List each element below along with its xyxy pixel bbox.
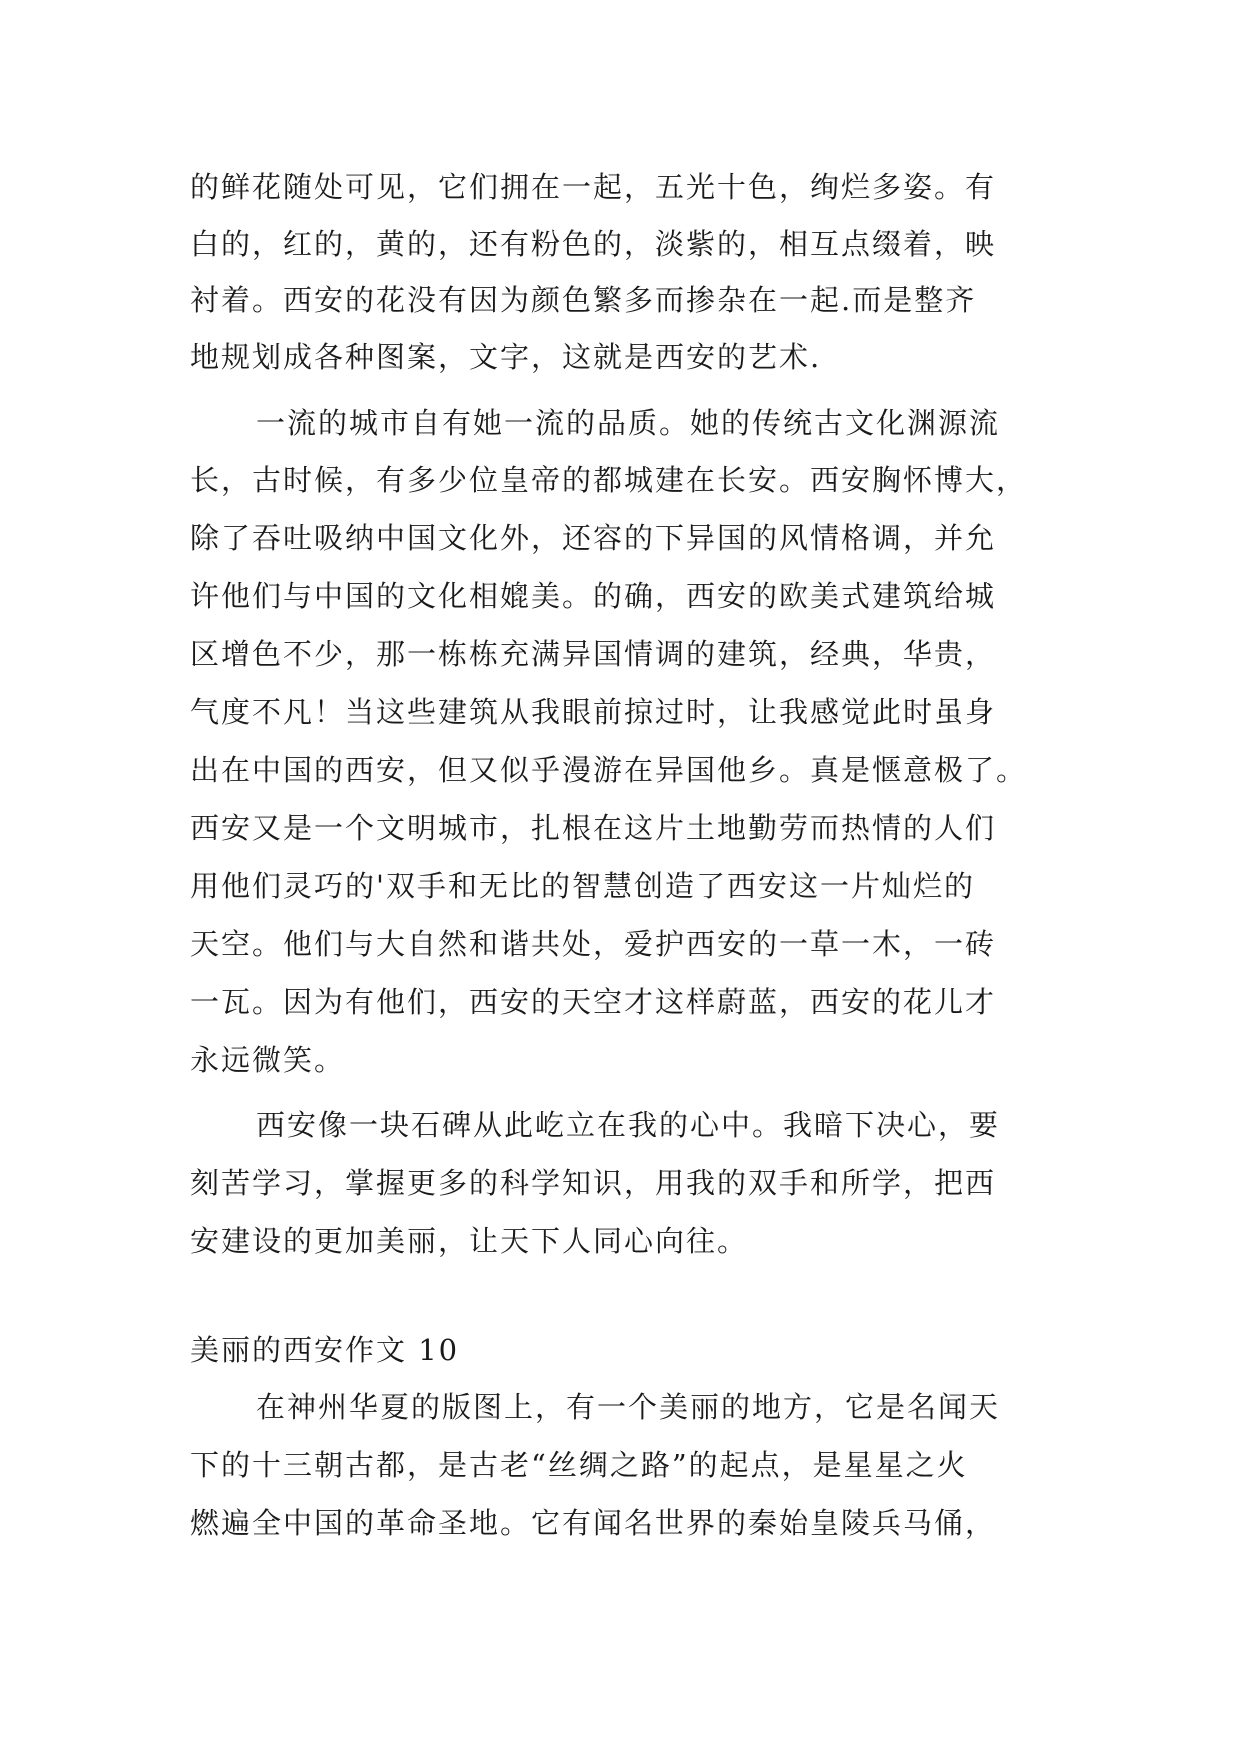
section-heading: 美丽的西安作文 10 [190,1333,460,1367]
paragraph-line: 出在中国的西安，但又似乎漫游在异国他乡。真是惬意极了。 [190,753,1028,787]
paragraph-line: 燃遍全中国的革命圣地。它有闻名世界的秦始皇陵兵马俑， [190,1506,997,1540]
paragraph-line: 区增色不少，那一栋栋充满异国情调的建筑，经典，华贵， [190,637,997,671]
paragraph-line: 除了吞吐吸纳中国文化外，还容的下异国的风情格调，并允 [190,521,997,555]
paragraph-line: 衬着。西安的花没有因为颜色繁多而掺杂在一起.而是整齐 [190,283,977,317]
paragraph-line: 永远微笑。 [190,1043,346,1077]
paragraph-line: 白的，红的，黄的，还有粉色的，淡紫的，相互点缀着，映 [190,227,997,261]
paragraph-line: 下的十三朝古都，是古老“丝绸之路”的起点，是星星之火 [190,1448,968,1482]
paragraph-line: 西安像一块石碑从此屹立在我的心中。我暗下决心，要 [256,1108,1001,1142]
paragraph-line: 的鲜花随处可见，它们拥在一起，五光十色，绚烂多姿。有 [190,170,997,204]
paragraph-line: 地规划成各种图案，文字，这就是西安的艺术. [190,340,822,374]
paragraph-line: 一瓦。因为有他们，西安的天空才这样蔚蓝，西安的花儿才 [190,985,997,1019]
paragraph-line: 西安又是一个文明城市，扎根在这片土地勤劳而热情的人们 [190,811,997,845]
paragraph-line: 用他们灵巧的'双手和无比的智慧创造了西安这一片灿烂的 [190,869,975,903]
paragraph-line: 安建设的更加美丽，让天下人同心向往。 [190,1224,749,1258]
paragraph-line: 刻苦学习，掌握更多的科学知识，用我的双手和所学，把西 [190,1166,997,1200]
paragraph-line: 天空。他们与大自然和谐共处，爱护西安的一草一木，一砖 [190,927,997,961]
paragraph-line: 长，古时候，有多少位皇帝的都城建在长安。西安胸怀博大， [190,463,1028,497]
paragraph-line: 许他们与中国的文化相媲美。的确，西安的欧美式建筑给城 [190,579,997,613]
paragraph-line: 在神州华夏的版图上，有一个美丽的地方，它是名闻天 [256,1390,1001,1424]
paragraph-line: 气度不凡！当这些建筑从我眼前掠过时，让我感觉此时虽身 [190,695,997,729]
paragraph-line: 一流的城市自有她一流的品质。她的传统古文化渊源流 [256,406,1001,440]
